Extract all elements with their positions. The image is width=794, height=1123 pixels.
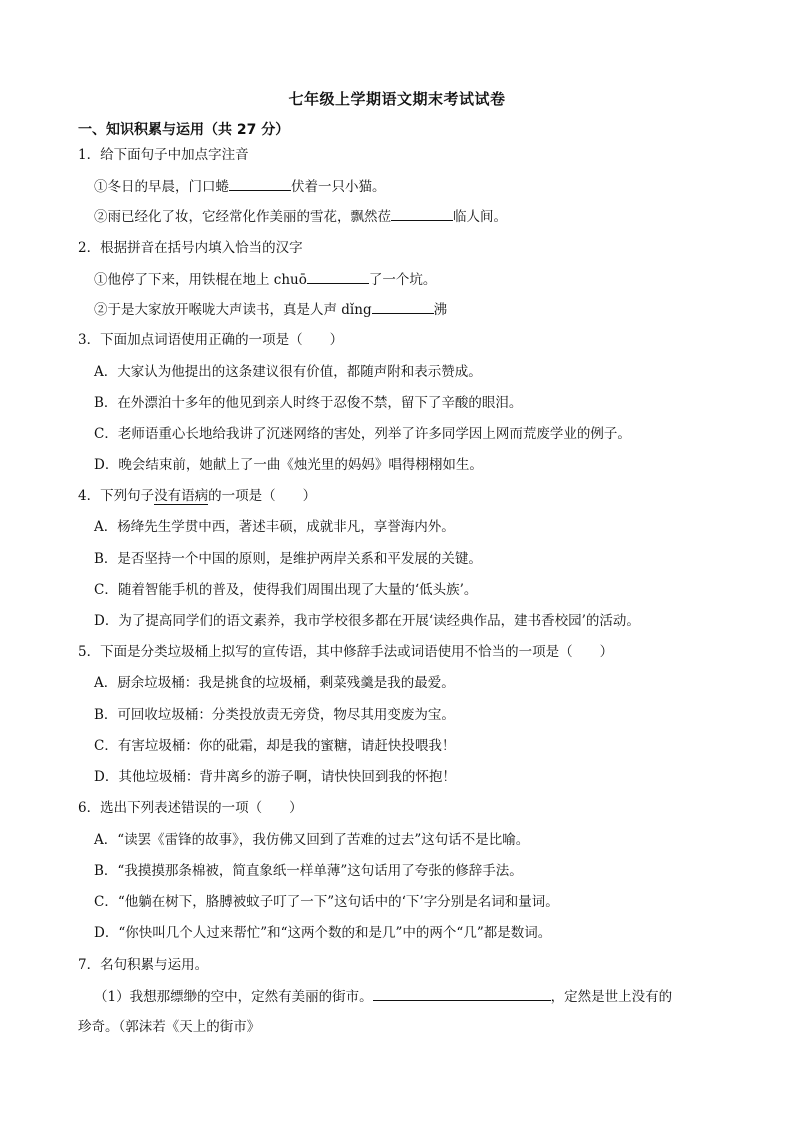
answer-blank[interactable] — [373, 986, 551, 1001]
question-5-option-b: B．可回收垃圾桶：分类投放责无旁贷，物尽其用变废为宝。 — [94, 707, 455, 723]
question-2-item-a — [94, 269, 436, 290]
answer-blank[interactable] — [391, 206, 453, 221]
question-1-item-b-pre: ②雨已经化了妆，它经常化作美丽的雪花，飘然莅 — [94, 209, 391, 225]
question-6-stem: 6．选出下列表述错误的一项（ ） — [78, 800, 303, 816]
answer-blank[interactable] — [307, 269, 369, 284]
question-4-stem — [78, 486, 316, 506]
question-4-stem-underlined: 没有语病 — [154, 488, 209, 504]
question-5-stem: 5．下面是分类垃圾桶上拟写的宣传语，其中修辞手法或词语使用不恰当的一项是（ ） — [78, 644, 614, 660]
question-3-option-d: D．晚会结束前，她献上了一曲《烛光里的妈妈》唱得栩栩如生。 — [94, 457, 483, 473]
question-6-option-c: C．“他躺在树下，胳膊被蚊子叮了一下”这句话中的‘下’字分别是名词和量词。 — [94, 894, 559, 910]
section-heading: 一、知识积累与运用（共 27 分） — [78, 122, 290, 138]
question-1-item-b — [94, 206, 507, 227]
question-3-option-c: C．老师语重心长地给我讲了沉迷网络的害处，列举了许多同学因上网而荒废学业的例子。 — [94, 426, 631, 442]
exam-title: 七年级上学期语文期末考试试卷 — [288, 90, 506, 108]
question-7-part-1 — [94, 986, 672, 1007]
question-3-option-a: A．大家认为他提出的这条建议很有价值，都随声附和表示赞成。 — [94, 364, 482, 380]
question-4-option-d: D．为了提高同学们的语文素养，我市学校很多都在开展‘读经典作品，建书香校园’的活动。 — [94, 613, 640, 629]
question-6-option-b: B．“我摸摸那条棉被，简直象纸一样单薄”这句话用了夸张的修辞手法。 — [94, 863, 523, 879]
question-4-stem-pre: 4．下列句子 — [78, 488, 155, 504]
question-2-stem: 2．根据拼音在括号内填入恰当的汉字 — [78, 240, 303, 256]
question-4-option-a: A．杨绛先生学贯中西，著述丰硕，成就非凡，享誉海内外。 — [94, 519, 455, 535]
question-3-option-b: B．在外漂泊十多年的他见到亲人时终于忍俊不禁，留下了辛酸的眼泪。 — [94, 395, 523, 411]
question-2-item-b-pre: ②于是大家放开喉咙大声读书，真是人声 dǐng — [94, 302, 372, 318]
question-1-item-a-post: 伏着一只小猫。 — [291, 179, 386, 195]
question-5-option-d: D．其他垃圾桶：背井离乡的游子啊，请快快回到我的怀抱！ — [94, 769, 456, 785]
question-2-item-b — [94, 299, 447, 320]
question-7-part-1-post: ，定然是世上没有的 — [550, 989, 673, 1005]
question-1-item-a-pre: ①冬日的早晨，门口蜷 — [94, 179, 229, 195]
question-2-item-a-post: 了一个坑。 — [368, 272, 437, 288]
question-6-option-a: A．“读罢《雷锋的故事》，我仿佛又回到了苦难的过去”这句话不是比喻。 — [94, 832, 530, 848]
question-1-item-a — [94, 176, 386, 197]
question-5-option-c: C．有害垃圾桶：你的砒霜，却是我的蜜糖，请赶快投喂我！ — [94, 738, 456, 754]
question-6-option-d: D．“你快叫几个人过来帮忙”和“这两个数的和是几”中的两个“几”都是数词。 — [94, 925, 552, 941]
question-7-part-1-pre: （1）我想那缥缈的空中，定然有美丽的街市。 — [94, 989, 373, 1005]
question-7-part-1-continued: 珍奇。（郭沫若《天上的街市》 — [78, 1019, 261, 1035]
question-4-option-c: C．随着智能手机的普及，使得我们周围出现了大量的‘低头族’。 — [94, 582, 478, 598]
question-3-stem: 3．下面加点词语使用正确的一项是（ ） — [78, 332, 344, 348]
question-7-stem: 7．名句积累与运用。 — [78, 957, 209, 973]
answer-blank[interactable] — [372, 299, 434, 314]
question-4-option-b: B．是否坚持一个中国的原则，是维护两岸关系和平发展的关键。 — [94, 551, 482, 567]
answer-blank[interactable] — [229, 176, 291, 191]
question-2-item-a-pre: ①他停了下来，用铁棍在地上 chuō — [94, 272, 307, 288]
question-2-item-b-post: 沸 — [433, 302, 448, 318]
question-5-option-a: A．厨余垃圾桶：我是挑食的垃圾桶，剩菜残羹是我的最爱。 — [94, 675, 455, 691]
question-1-stem: 1．给下面句子中加点字注音 — [78, 147, 249, 163]
question-4-stem-post: 的一项是（ ） — [208, 488, 317, 504]
question-1-item-b-post: 临人间。 — [453, 209, 507, 225]
